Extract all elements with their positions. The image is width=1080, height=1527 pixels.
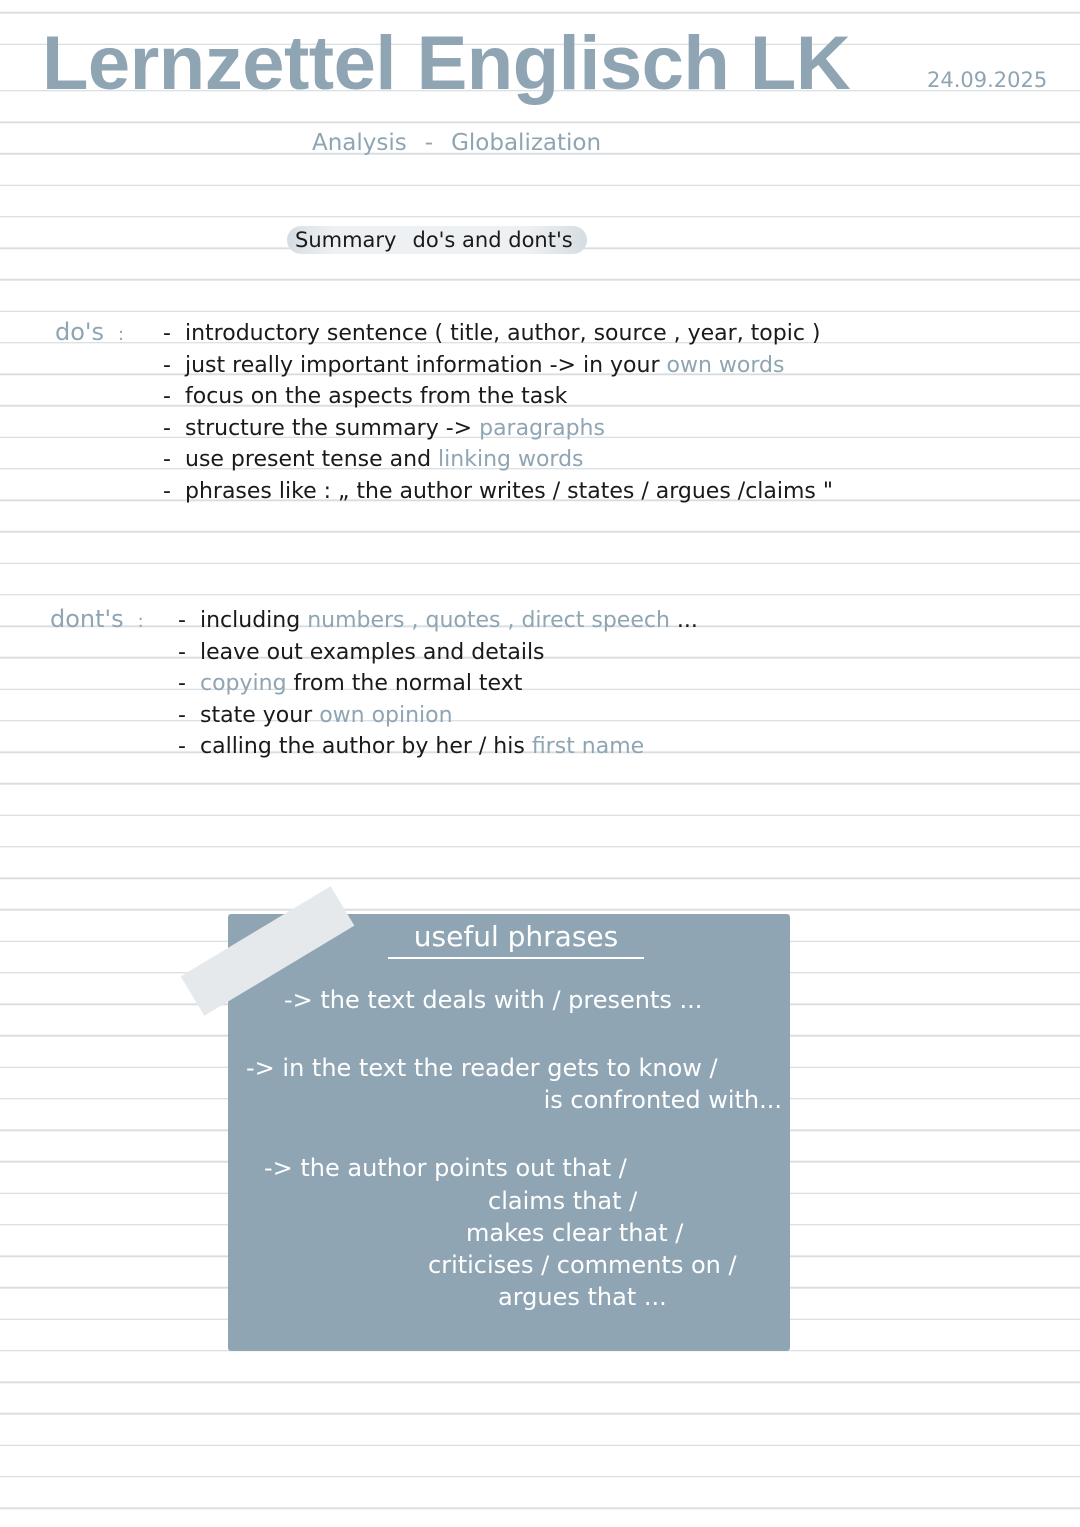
phrase-line: is confronted with... [543,1086,782,1114]
topic-subtitle [312,130,601,156]
pill-dos-donts-label: do's and dont's [412,228,573,252]
useful-phrases-card [228,914,790,1351]
phrase-line: criticises / comments on / [428,1251,737,1279]
subtitle-analysis: Analysis [312,130,407,156]
subtitle-separator: - [424,130,434,156]
list-item: - copying from the normal text [178,671,523,696]
list-item: - calling the author by her / his first name [178,734,645,759]
list-item: - use present tense and linking words [163,447,584,472]
list-item: - structure the summary -> paragraphs [163,415,605,441]
dos-list [163,318,833,507]
list-item: - leave out examples and details [178,639,545,665]
donts-colon: : [137,611,144,632]
list-item: - focus on the aspects from the task [163,384,568,409]
phrase-line: -> the author points out that / [264,1154,627,1182]
phrase-line: -> in the text the reader gets to know / [246,1054,718,1082]
list-item: - state your own opinion [178,702,453,728]
phrase-line: makes clear that / [466,1219,684,1247]
list-item: - just really important information -> in your own words [163,352,785,378]
dos-section-label [55,318,124,346]
summary-heading-pill [287,226,587,254]
useful-phrases-heading: useful phrases [388,920,644,959]
dos-colon: : [118,324,125,345]
phrase-line: -> the text deals with / presents ... [284,986,703,1014]
phrase-line: claims that / [488,1187,638,1215]
donts-label: dont's [50,605,124,633]
list-item: - phrases like : „ the author writes / states / argues /claims " [163,478,834,504]
pill-summary-label: Summary [295,228,397,252]
dos-label: do's [55,318,105,346]
page-title: Lernzettel Englisch LK [42,21,851,106]
list-item: - introductory sentence ( title, author, source , year, topic ) [163,321,821,346]
phrase-line: argues that ... [498,1283,667,1311]
date-label: 24.09.2025 [927,68,1048,92]
donts-list [178,605,698,763]
list-item: - including numbers , quotes , direct speech ... [178,608,698,633]
donts-section-label [50,605,144,633]
subtitle-globalization: Globalization [451,130,602,156]
